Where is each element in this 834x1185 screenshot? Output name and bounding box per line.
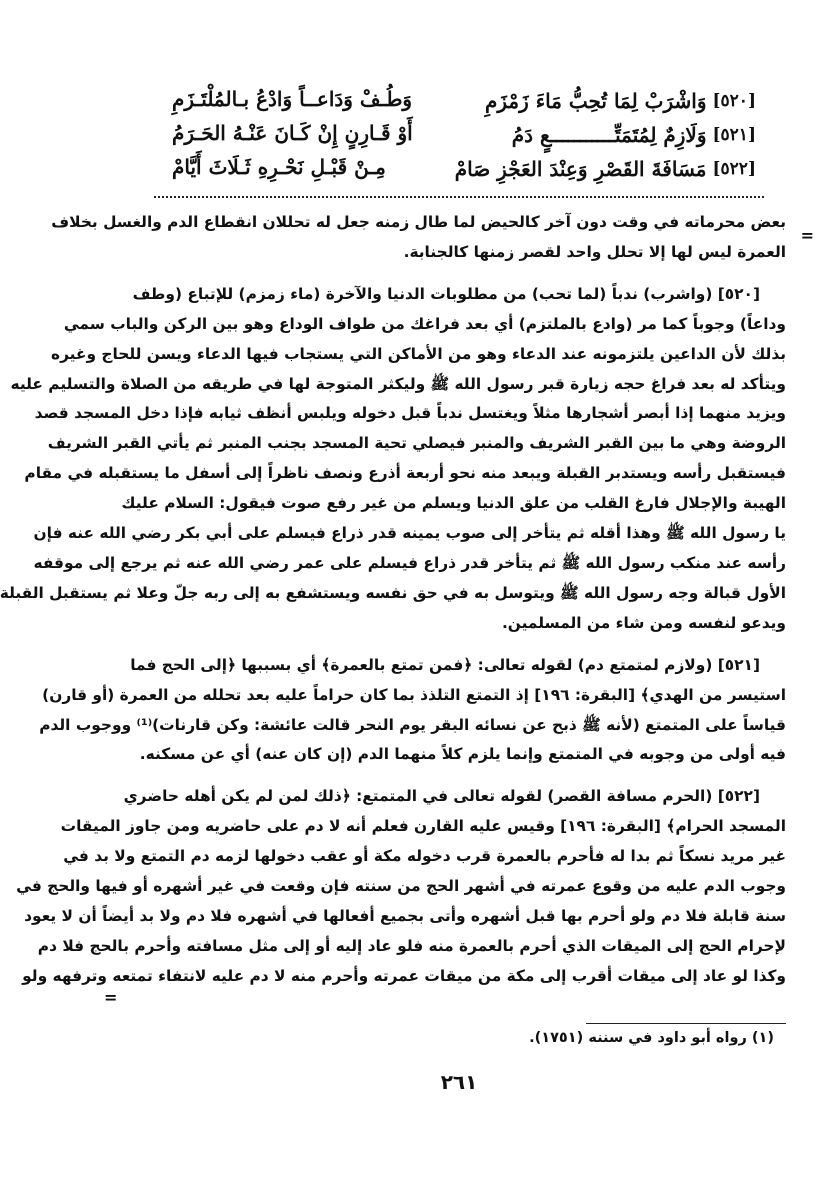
text-line: وكذا لو عاد إلى ميقات أقرب إلى مكة من ميقات عمرته وأحرم منه لا دم عليه لانتفاء تمتعه وترفهه ولو: [22, 966, 786, 985]
text-line: لإحرام الحج إلى الميقات الذي أحرم بالعمرة منه فلو عاد إليه أو إلى مثل مسافته وأحرم بالحج فلا دم: [37, 936, 786, 955]
verse-text: وَلَازِمٌ لِمُتَمَتِّـــــــــــعٍ دَمُ: [511, 123, 707, 147]
verse-number: [٥٢١]: [712, 125, 756, 145]
text-line: بذلك لأن الداعين يلتزمونه عند الدعاء وهو من الأماكن التي يستجاب فيها الدعاء ويسن للحاج وغيره: [50, 344, 786, 363]
text-line: فيه أولى من وجوبه في المتمتع وإنما يلزم كلاً منهما الدم (إن كان عنه) أي عن مسكنه.: [139, 745, 786, 764]
verse-row: [172, 150, 756, 184]
continuation-mark-bottom: =: [104, 988, 118, 1007]
text-line: وداعاً) وجوباً كما مر (وادع بالملتزم) أي بعد فراغك من طواف الوداع وهو بين الركن والباب سمي: [63, 314, 786, 333]
verse-first-hemistich: [512, 118, 756, 152]
verse-second-hemistich: مِـنْ قَبْـلِ نَحْـرِهِ ثَـلَاثَ أَيَّامْ: [172, 155, 386, 179]
commentary-body: [0, 208, 786, 1004]
verse-first-hemistich: [455, 152, 756, 186]
verse-second-hemistich: أَوْ قَـارِنٍ إِنْ كَـانَ عَنْـهُ الحَـرَمُ: [172, 121, 413, 145]
text-line: [٥٢١] (ولازم لمتمتع دم) لقوله تعالى: ﴿فمن تمتع بالعمرة﴾ أي بسببها ﴿إلى الحج فما: [130, 655, 760, 674]
footnote-rule: [586, 1023, 786, 1024]
text-line: يا رسول الله ﷺ وهذا أقله ثم يتأخر إلى صوب يمينه قدر ذراع فيسلم على أبي بكر رضي الله عنه فإن: [33, 524, 786, 543]
paragraph-continuation: [51, 208, 786, 268]
verse-text: مَسَافَةَ القَصْرِ وَعِنْدَ العَجْزِ صَامْ: [454, 157, 707, 181]
text-line: ويزيد منهما إذا أبصر أشجارها مثلاً ويغتسل ندباً قبل دخوله ويلبس أنظف ثيابه فإذا دخل المسجد قصد: [34, 404, 786, 423]
text-line: العمرة ليس لها إلا تحلل واحد لقصر زمنها كالجنابة.: [403, 242, 786, 261]
text-line: بعض محرماته في وقت دون آخر كالحيض لما طال زمنه جعل له تحللان انقطاع الدم والغسل بخلاف: [51, 213, 786, 231]
verse-row: [172, 82, 756, 116]
text-line: قياساً على المتمتع (لأنه ﷺ ذبح عن نسائه البقر يوم النحر قالت عائشة: وكن قارنات)⁽¹⁾ ووجوب الدم: [39, 715, 786, 734]
text-line: [٥٢٠] (واشرب) ندباً (لما تحب) من مطلوبات الدنيا والآخرة (ماء زمزم) للإتباع (وطف: [132, 284, 760, 303]
verse-number: [٥٢٠]: [712, 91, 756, 111]
text-line: سنة قابلة فلا دم ولو أحرم بها قبل أشهره وأتى بجميع أفعالها في أشهره فلا دم ولا بد أيضاً أن لا يعود: [24, 906, 786, 925]
page-number: ٢٦١: [440, 1070, 478, 1094]
text-line: الروضة وهي ما بين القبر الشريف والمنبر فيصلي تحية المسجد بجنب المنبر ثم يأتي القبر الشريف: [47, 434, 786, 453]
paragraph-522: [16, 782, 786, 991]
verse-number: [٥٢٢]: [712, 159, 756, 179]
text-line: ويدعو لنفسه ومن شاء من المسلمين.: [501, 613, 786, 632]
text-line: المسجد الحرام﴾ [البقرة: ١٩٦] وقيس عليه القارن فعلم أنه لا دم على حاضريه ومن جاوز الميقات: [60, 817, 786, 836]
verse-second-hemistich: وَطُـفْ وَدَاعــاً وَادْعُ بـالمُلْتَـزَمِ: [172, 87, 413, 111]
verse-block: [172, 82, 756, 184]
text-line: [٥٢٢] (الحرم مسافة القصر) لقوله تعالى في المتمتع: ﴿ذلك لمن لم يكن أهله حاضري: [123, 787, 760, 806]
text-line: ويتأكد له بعد فراغ حجه زيارة قبر رسول الله ﷺ وليكثر المتوجة لها في طريقه من الصلاة والتسليم عليه: [10, 374, 786, 393]
footnote: (١) رواه أبو داود في سننه (١٧٥١).: [529, 1030, 774, 1046]
paragraph-520: [0, 280, 786, 639]
verse-text: وَاشْرَبْ لِمَا تُحِبُّ مَاءَ زَمْزَمِ: [484, 89, 707, 113]
dotted-separator: [154, 196, 764, 198]
paragraph-521: [39, 651, 786, 771]
text-line: الهيبة والإجلال فارغ القلب من علق الدنيا ويسلم من غير رفع صوت فيقول: السلام عليك: [121, 494, 786, 513]
continuation-mark-top: =: [800, 226, 814, 245]
text-line: غير مريد نسكاً ثم بدا له فأحرم بالعمرة قرب دخوله مكة أو عقب دخولها لزمه دم التمتع ولا بد في: [63, 847, 786, 866]
text-line: فيستقبل رأسه ويستدبر القبلة ويبعد منه نحو أربعة أذرع ونصف ناظراً إلى أسفل ما يستقبله في مقام: [24, 464, 786, 483]
verse-row: [172, 116, 756, 150]
text-line: استيسر من الهدي﴾ [البقرة: ١٩٦] إذ التمتع التلذذ بما كان حراماً عليه بعد تحلله من العمرة (أو قارن): [42, 685, 786, 704]
text-line: وجوب الدم عليه من وقوع عمرته في أشهر الحج من سنته فإن وقعت في غير أشهره أو فيها والحج في: [16, 877, 786, 896]
text-line: رأسه عند منكب رسول الله ﷺ ثم يتأخر قدر ذراع فيسلم على عمر رضي الله عنه ثم يرجع إلى موقفه: [33, 553, 786, 572]
text-line: الأول قبالة وجه رسول الله ﷺ ويتوسل به في حق نفسه ويستشفع به إلى ربه جلّ وعلا ثم يستقبل القبلة: [0, 583, 786, 602]
verse-first-hemistich: [485, 84, 756, 118]
